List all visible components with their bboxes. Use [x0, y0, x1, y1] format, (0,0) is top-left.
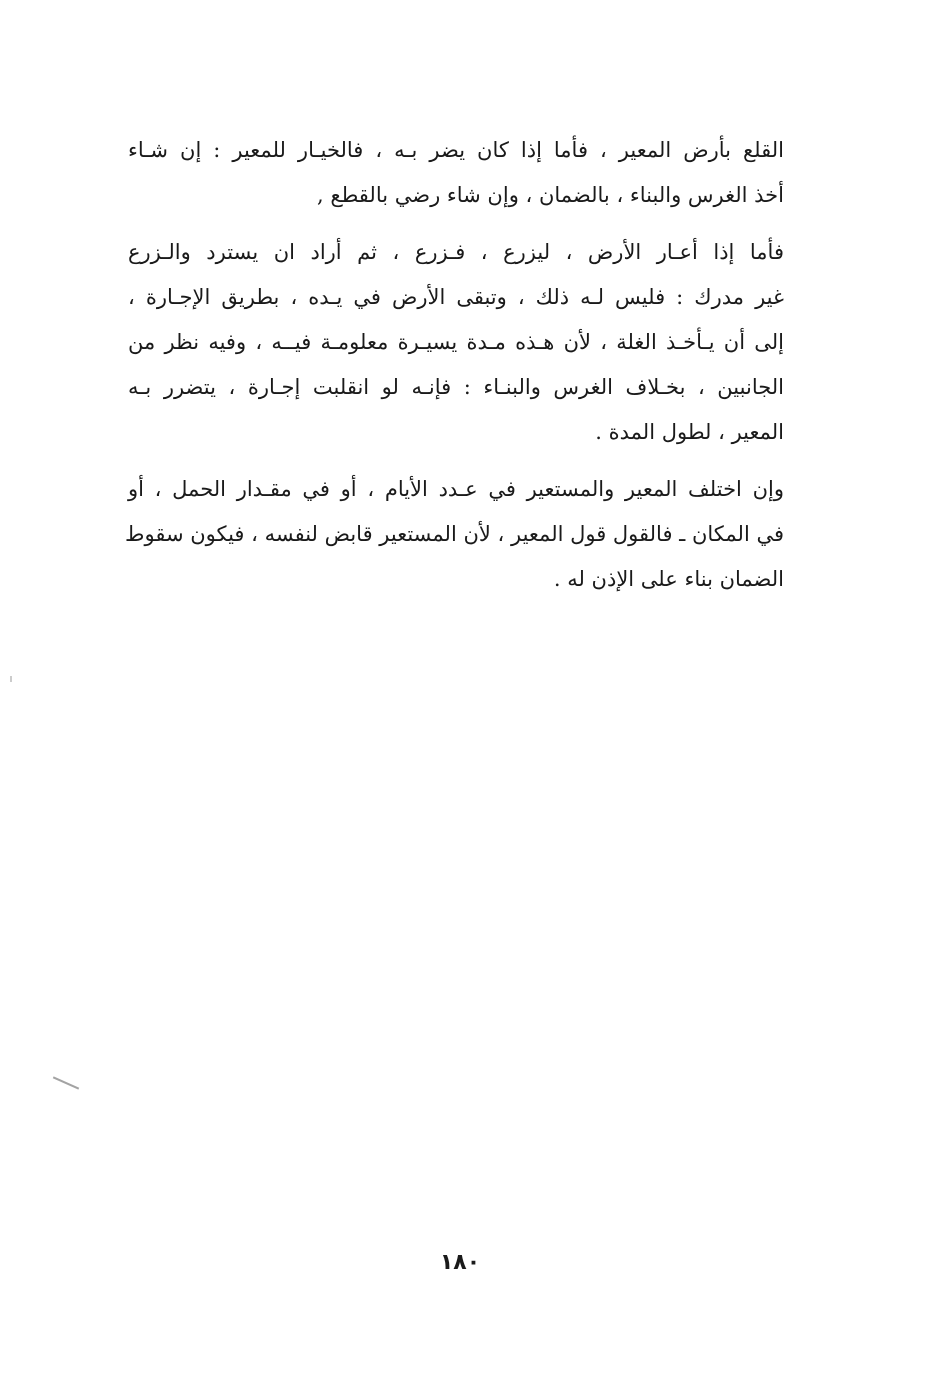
paragraph-2 — [128, 230, 784, 455]
text-line: الضمان بناء على الإذن له . — [553, 567, 784, 591]
text-line: غير مدرك : فليس لـه ذلك ، وتبقى الأرض في يـده ، بطريق الإجـارة ، — [128, 285, 784, 309]
text-line: القلع بأرض المعير ، فأما إذا كان يضر بـه ، فالخيـار للمعير : إن شـاء — [128, 138, 784, 162]
text-line: أخذ الغرس والبناء ، بالضمان ، وإن شاء رضي بالقطع , — [317, 183, 784, 207]
scan-speck — [10, 676, 12, 682]
page-number: ١٨٠ — [439, 1250, 481, 1275]
paragraph-gap — [128, 455, 784, 467]
text-line: في المكان ـ فالقول قول المعير ، لأن المستعير قابض لنفسه ، فيكون سقوط — [125, 522, 784, 546]
text-line: الجانبين ، بخـلاف الغرس والبنـاء : فإنـه لو انقلبت إجـارة ، يتضرر بـه — [128, 375, 784, 399]
text-line: إلى أن يـأخـذ الغلة ، لأن هـذه مـدة يسيـرة معلومـة فيــه ، وفيه نظر من — [128, 330, 784, 354]
paragraph-1 — [128, 128, 784, 218]
paragraph-gap — [128, 218, 784, 230]
scan-mark — [53, 1076, 79, 1089]
text-line: وإن اختلف المعير والمستعير في عـدد الأيام ، أو في مقـدار الحمل ، أو — [128, 477, 784, 501]
paragraph-3 — [125, 467, 784, 602]
text-line: المعير ، لطول المدة . — [595, 420, 784, 444]
text-line: فأما إذا أعـار الأرض ، ليزرع ، فـزرع ، ثم أراد ان يسترد والـزرع — [128, 240, 784, 264]
body-text — [125, 128, 784, 602]
